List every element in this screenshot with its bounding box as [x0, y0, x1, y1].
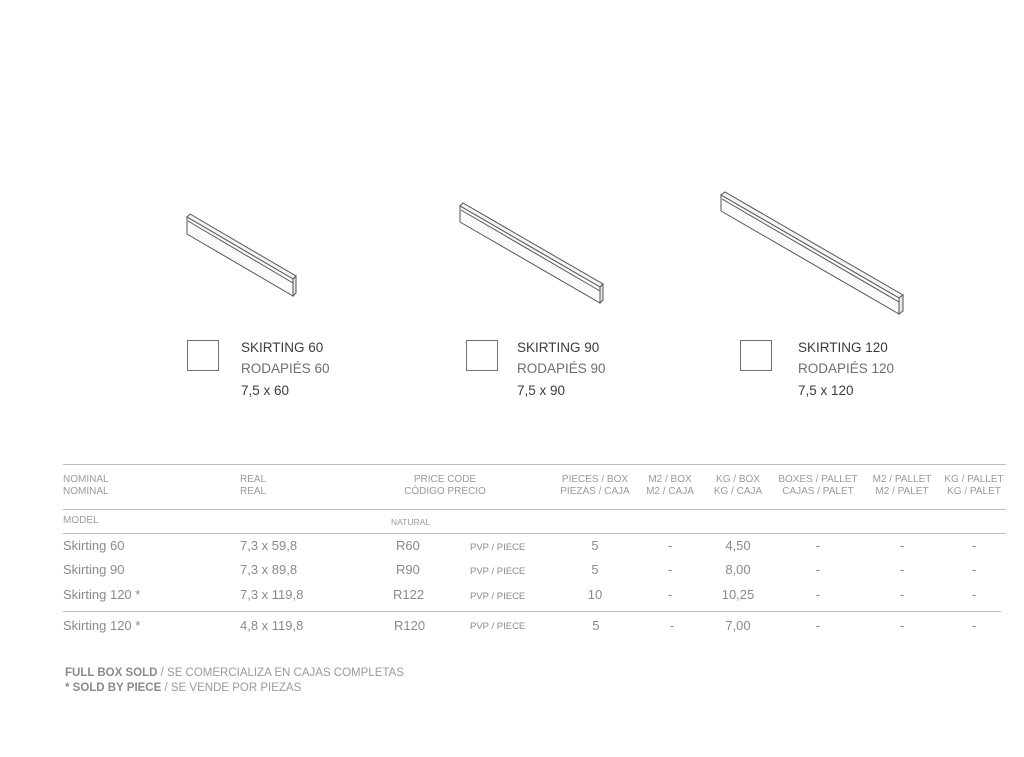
cell-code: R120	[394, 618, 426, 633]
cell-kg-box: 4,50	[725, 538, 751, 553]
cell-pvp: PVP / PIECE	[470, 542, 526, 553]
cell-kg-box: 10,25	[721, 587, 755, 602]
product-name-es: RODAPIÉS 120	[798, 361, 895, 376]
cell-model: Skirting 60	[63, 538, 125, 553]
product-size: 7,5 x 120	[798, 383, 854, 398]
header-kg-pallet: KG / PALLET KG / PALET	[944, 474, 1004, 497]
cell-code: R122	[393, 587, 425, 602]
cell-m2-box: -	[667, 538, 673, 553]
footnote-by-piece: * SOLD BY PIECE / SE VENDE POR PIEZAS	[65, 682, 302, 694]
product-name: SKIRTING 120	[798, 340, 888, 355]
cell-m2-pallet: -	[899, 587, 905, 602]
cell-kg-box: 7,00	[725, 618, 751, 633]
cell-kg-box: 8,00	[725, 562, 751, 577]
cell-pvp: PVP / PIECE	[470, 621, 526, 632]
header-nominal: NOMINAL NOMINAL	[63, 474, 109, 497]
cell-kg-pallet: -	[971, 562, 977, 577]
row-rule	[63, 611, 1001, 612]
header-price-code: PRICE CODE CÓDIGO PRECIO	[404, 474, 486, 497]
product-size: 7,5 x 60	[241, 383, 290, 398]
cell-boxes-pallet: -	[815, 587, 821, 602]
footnote-full-box: FULL BOX SOLD / SE COMERCIALIZA EN CAJAS COMPLETAS	[65, 667, 404, 679]
cell-m2-pallet: -	[899, 618, 905, 633]
product-name: SKIRTING 90	[517, 340, 600, 355]
cell-model: Skirting 90	[63, 562, 125, 577]
table-top-rule	[63, 464, 1006, 465]
cell-real: 7,3 x 119,8	[240, 587, 304, 602]
cell-m2-pallet: -	[899, 538, 905, 553]
model-label: MODEL	[63, 515, 99, 526]
cell-code: R60	[396, 538, 420, 553]
cell-real: 4,8 x 119,8	[240, 618, 304, 633]
cell-boxes-pallet: -	[815, 562, 821, 577]
natural-label: NATURAL	[391, 517, 431, 527]
cell-m2-box: -	[669, 618, 675, 633]
cell-m2-box: -	[667, 587, 673, 602]
product-size: 7,5 x 90	[517, 383, 566, 398]
cell-kg-pallet: -	[971, 587, 977, 602]
model-rule	[63, 533, 1006, 534]
cell-code: R90	[396, 562, 420, 577]
header-m2-box: M2 / BOX M2 / CAJA	[646, 474, 694, 497]
skirting-120-illustration	[721, 192, 903, 314]
cell-real: 7,3 x 89,8	[240, 562, 298, 577]
cell-m2-box: -	[667, 562, 673, 577]
header-boxes-pallet: BOXES / PALLET CAJAS / PALET	[778, 474, 858, 497]
color-swatch	[740, 340, 772, 371]
cell-kg-pallet: -	[971, 538, 977, 553]
cell-model: Skirting 120 *	[63, 618, 141, 633]
cell-pvp: PVP / PIECE	[470, 591, 526, 602]
cell-real: 7,3 x 59,8	[240, 538, 298, 553]
skirting-60-illustration	[187, 214, 296, 296]
color-swatch	[187, 340, 219, 371]
cell-model: Skirting 120 *	[63, 587, 141, 602]
cell-m2-pallet: -	[899, 562, 905, 577]
cell-pieces: 5	[592, 618, 600, 633]
product-name-es: RODAPIÉS 60	[241, 361, 330, 376]
cell-kg-pallet: -	[971, 618, 977, 633]
header-kg-box: KG / BOX KG / CAJA	[713, 474, 763, 497]
cell-pieces: 10	[587, 587, 603, 602]
header-pieces-box: PIECES / BOX PIEZAS / CAJA	[560, 474, 630, 497]
product-name-es: RODAPIÉS 90	[517, 361, 606, 376]
color-swatch	[466, 340, 498, 371]
skirting-90-illustration	[460, 203, 603, 303]
cell-pvp: PVP / PIECE	[470, 566, 526, 577]
header-m2-pallet: M2 / PALLET M2 / PALET	[872, 474, 932, 497]
header-real: REAL REAL	[240, 474, 267, 497]
cell-pieces: 5	[591, 538, 599, 553]
cell-boxes-pallet: -	[815, 538, 821, 553]
cell-pieces: 5	[591, 562, 599, 577]
header-rule	[63, 509, 1006, 510]
cell-boxes-pallet: -	[815, 618, 821, 633]
product-name: SKIRTING 60	[241, 340, 324, 355]
